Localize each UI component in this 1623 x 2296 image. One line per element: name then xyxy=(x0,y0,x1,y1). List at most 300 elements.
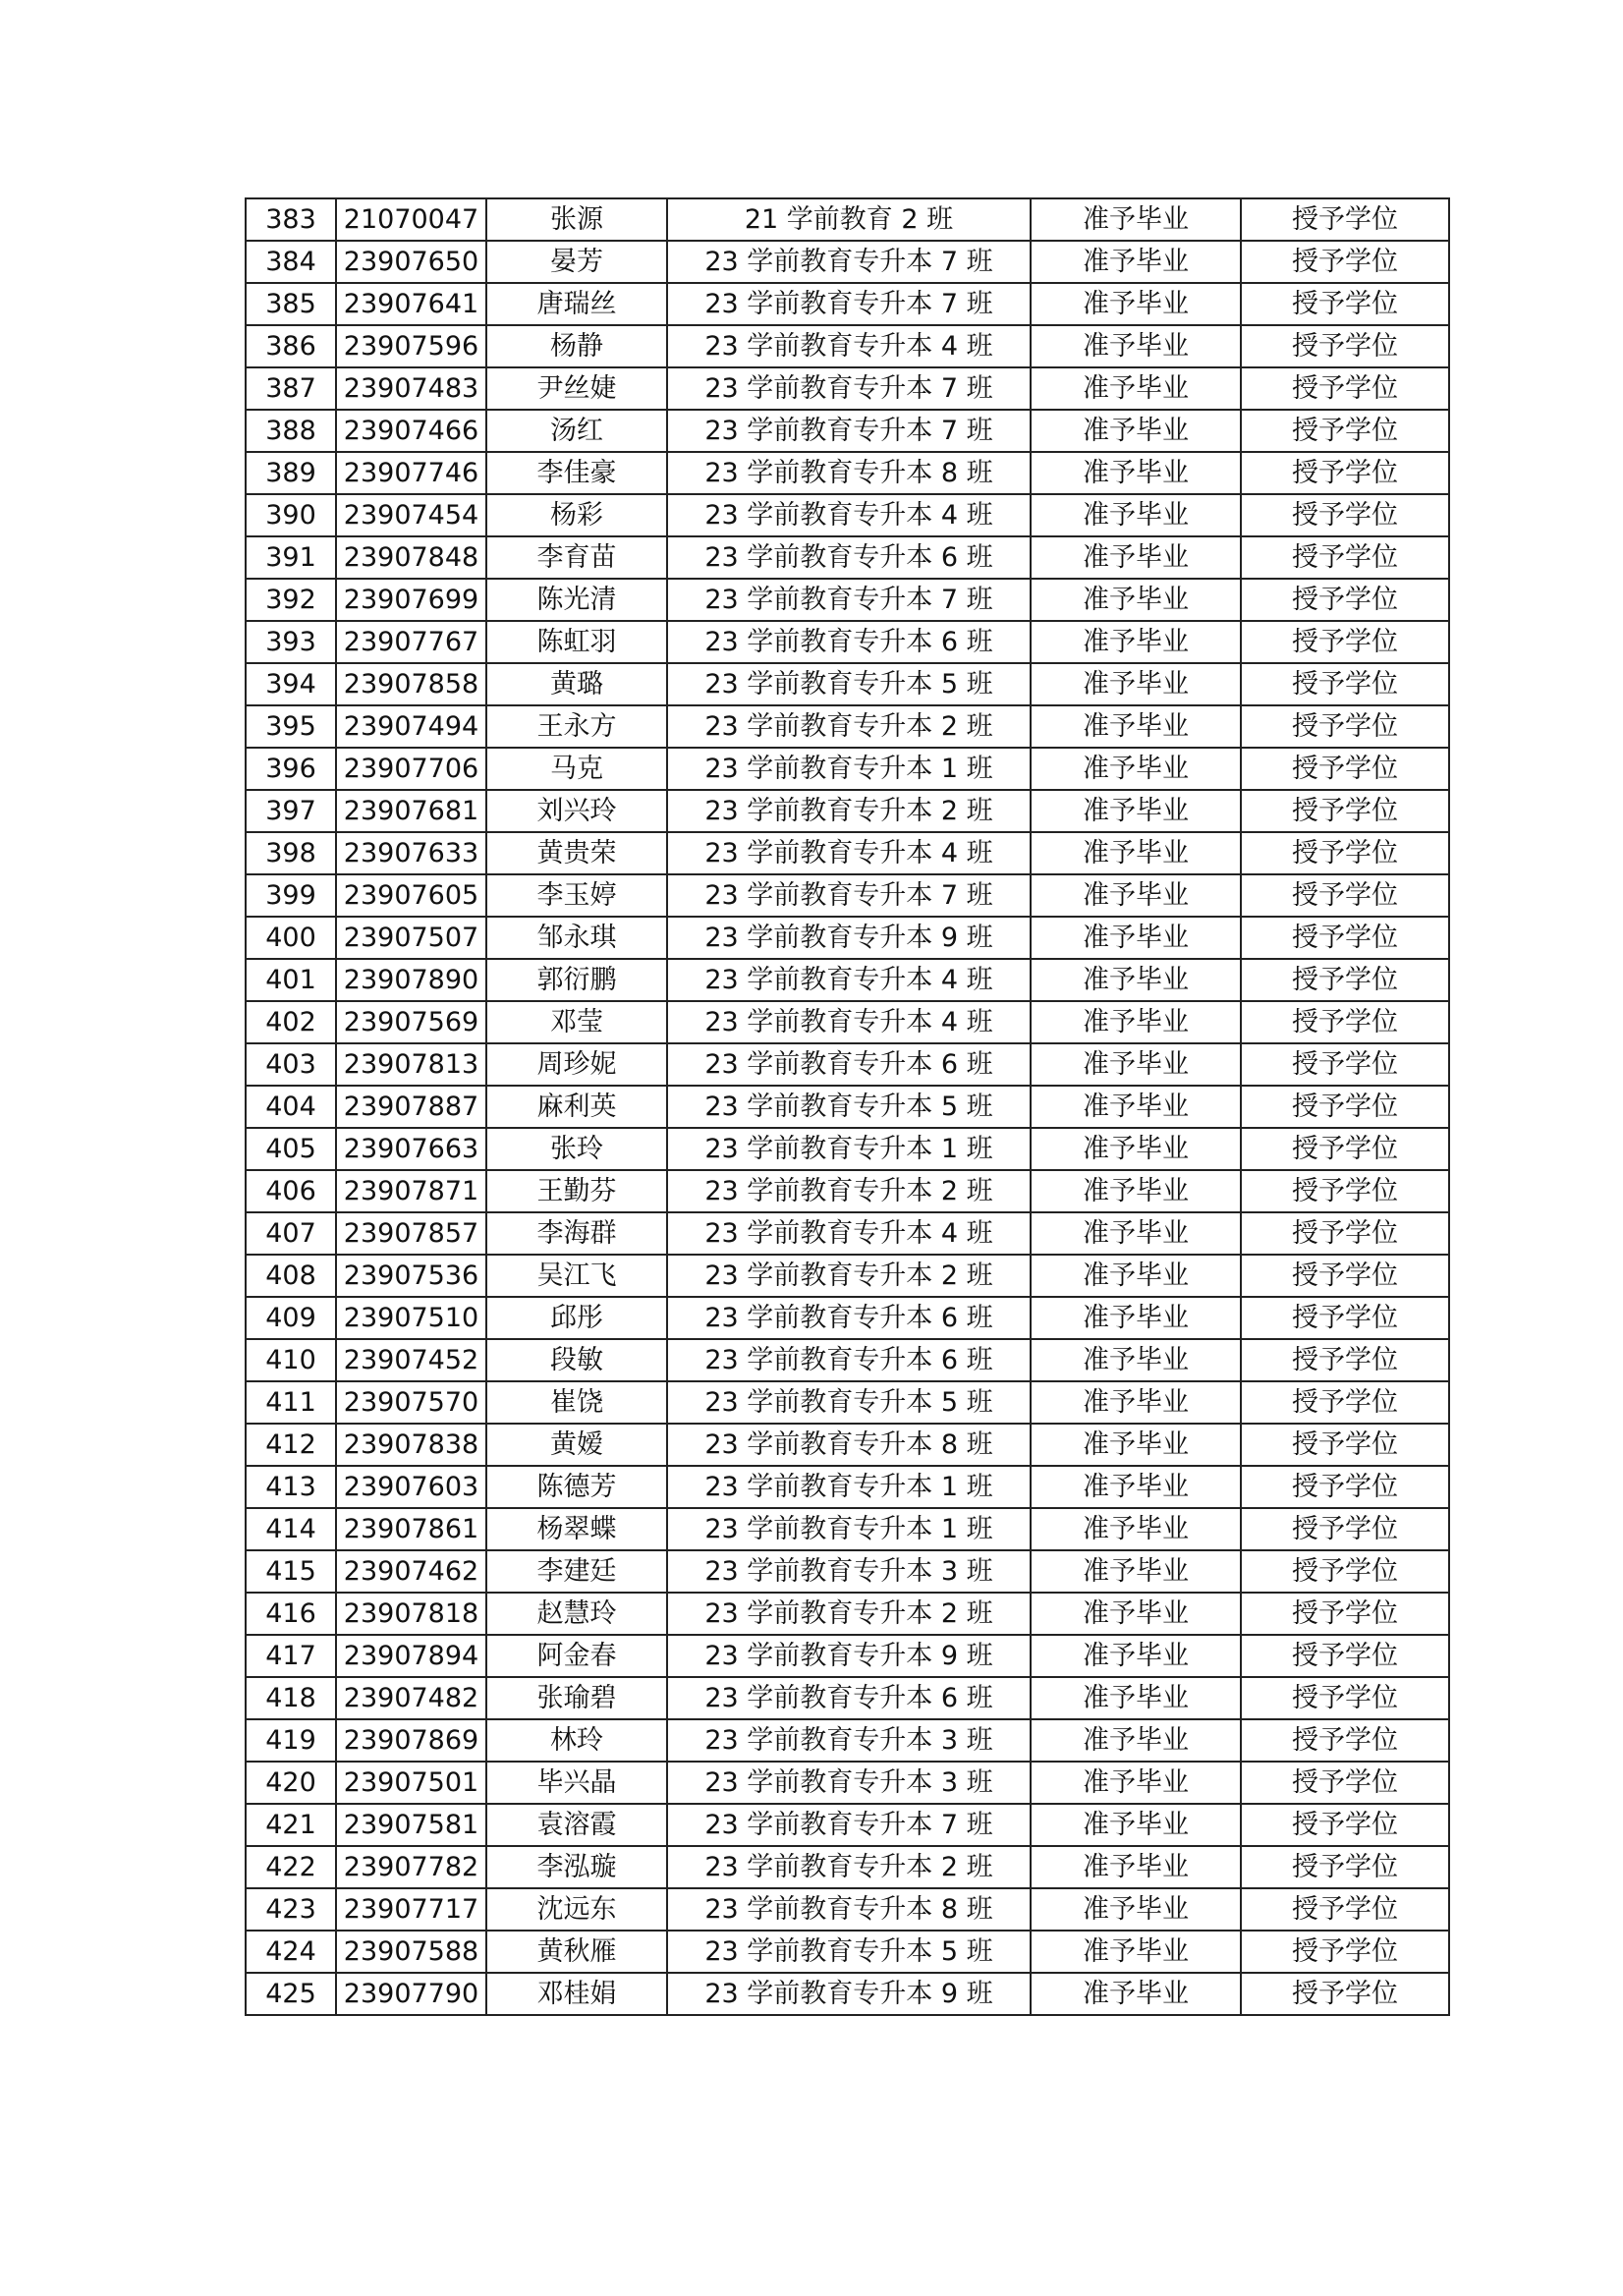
student-id-cell: 23907605 xyxy=(336,874,486,917)
class-name-cell: 23 学前教育专升本 5 班 xyxy=(667,1086,1031,1128)
row-number-cell: 419 xyxy=(246,1719,336,1762)
row-number-cell: 407 xyxy=(246,1212,336,1255)
student-id-cell: 23907569 xyxy=(336,1001,486,1043)
class-name-cell: 23 学前教育专升本 6 班 xyxy=(667,1339,1031,1381)
student-name-cell: 麻利英 xyxy=(486,1086,667,1128)
graduation-status-cell: 准予毕业 xyxy=(1031,1339,1241,1381)
student-id-cell: 23907861 xyxy=(336,1508,486,1550)
table-row xyxy=(246,1931,1449,1973)
student-id-cell: 23907871 xyxy=(336,1170,486,1212)
student-name-cell: 陈德芳 xyxy=(486,1466,667,1508)
table-row xyxy=(246,917,1449,959)
roster-body xyxy=(246,198,1449,2015)
class-name-cell: 23 学前教育专升本 1 班 xyxy=(667,1466,1031,1508)
row-number-cell: 425 xyxy=(246,1973,336,2015)
class-name-cell: 23 学前教育专升本 6 班 xyxy=(667,1043,1031,1086)
class-name-cell: 23 学前教育专升本 5 班 xyxy=(667,1381,1031,1424)
student-id-cell: 23907782 xyxy=(336,1846,486,1888)
student-id-cell: 23907510 xyxy=(336,1297,486,1339)
student-id-cell: 23907588 xyxy=(336,1931,486,1973)
degree-status-cell: 授予学位 xyxy=(1241,325,1449,367)
student-name-cell: 崔饶 xyxy=(486,1381,667,1424)
table-row xyxy=(246,1635,1449,1677)
table-row xyxy=(246,367,1449,410)
row-number-cell: 401 xyxy=(246,959,336,1001)
table-row xyxy=(246,621,1449,663)
class-name-cell: 23 学前教育专升本 7 班 xyxy=(667,1804,1031,1846)
class-name-cell: 23 学前教育专升本 2 班 xyxy=(667,1593,1031,1635)
student-name-cell: 唐瑞丝 xyxy=(486,283,667,325)
row-number-cell: 384 xyxy=(246,241,336,283)
class-name-cell: 23 学前教育专升本 1 班 xyxy=(667,748,1031,790)
row-number-cell: 422 xyxy=(246,1846,336,1888)
class-name-cell: 23 学前教育专升本 3 班 xyxy=(667,1762,1031,1804)
graduation-status-cell: 准予毕业 xyxy=(1031,1550,1241,1593)
class-name-cell: 21 学前教育 2 班 xyxy=(667,198,1031,241)
row-number-cell: 413 xyxy=(246,1466,336,1508)
student-name-cell: 王永方 xyxy=(486,705,667,748)
class-name-cell: 23 学前教育专升本 6 班 xyxy=(667,536,1031,579)
degree-status-cell: 授予学位 xyxy=(1241,1719,1449,1762)
graduation-status-cell: 准予毕业 xyxy=(1031,1677,1241,1719)
table-row xyxy=(246,579,1449,621)
row-number-cell: 420 xyxy=(246,1762,336,1804)
row-number-cell: 412 xyxy=(246,1424,336,1466)
class-name-cell: 23 学前教育专升本 4 班 xyxy=(667,1212,1031,1255)
student-name-cell: 王勤芬 xyxy=(486,1170,667,1212)
graduation-status-cell: 准予毕业 xyxy=(1031,1381,1241,1424)
degree-status-cell: 授予学位 xyxy=(1241,1466,1449,1508)
graduation-status-cell: 准予毕业 xyxy=(1031,367,1241,410)
student-id-cell: 23907454 xyxy=(336,494,486,536)
table-row xyxy=(246,1381,1449,1424)
table-row xyxy=(246,832,1449,874)
student-name-cell: 张玲 xyxy=(486,1128,667,1170)
graduation-status-cell: 准予毕业 xyxy=(1031,579,1241,621)
table-row xyxy=(246,536,1449,579)
table-row xyxy=(246,874,1449,917)
row-number-cell: 417 xyxy=(246,1635,336,1677)
graduation-roster-table xyxy=(245,197,1450,2016)
graduation-status-cell: 准予毕业 xyxy=(1031,325,1241,367)
student-name-cell: 李建廷 xyxy=(486,1550,667,1593)
student-name-cell: 邓莹 xyxy=(486,1001,667,1043)
student-id-cell: 23907536 xyxy=(336,1255,486,1297)
student-name-cell: 李育苗 xyxy=(486,536,667,579)
row-number-cell: 398 xyxy=(246,832,336,874)
class-name-cell: 23 学前教育专升本 7 班 xyxy=(667,874,1031,917)
student-name-cell: 张源 xyxy=(486,198,667,241)
table-row xyxy=(246,748,1449,790)
table-row xyxy=(246,1255,1449,1297)
class-name-cell: 23 学前教育专升本 5 班 xyxy=(667,663,1031,705)
table-row xyxy=(246,1086,1449,1128)
graduation-status-cell: 准予毕业 xyxy=(1031,1086,1241,1128)
table-row xyxy=(246,283,1449,325)
class-name-cell: 23 学前教育专升本 7 班 xyxy=(667,410,1031,452)
row-number-cell: 408 xyxy=(246,1255,336,1297)
degree-status-cell: 授予学位 xyxy=(1241,1086,1449,1128)
class-name-cell: 23 学前教育专升本 7 班 xyxy=(667,283,1031,325)
student-name-cell: 晏芳 xyxy=(486,241,667,283)
graduation-status-cell: 准予毕业 xyxy=(1031,832,1241,874)
table-row xyxy=(246,1170,1449,1212)
student-id-cell: 23907813 xyxy=(336,1043,486,1086)
graduation-status-cell: 准予毕业 xyxy=(1031,536,1241,579)
class-name-cell: 23 学前教育专升本 2 班 xyxy=(667,1846,1031,1888)
row-number-cell: 383 xyxy=(246,198,336,241)
row-number-cell: 399 xyxy=(246,874,336,917)
class-name-cell: 23 学前教育专升本 4 班 xyxy=(667,959,1031,1001)
student-name-cell: 陈光清 xyxy=(486,579,667,621)
degree-status-cell: 授予学位 xyxy=(1241,1001,1449,1043)
student-name-cell: 杨翠蝶 xyxy=(486,1508,667,1550)
degree-status-cell: 授予学位 xyxy=(1241,1043,1449,1086)
graduation-status-cell: 准予毕业 xyxy=(1031,1973,1241,2015)
degree-status-cell: 授予学位 xyxy=(1241,1212,1449,1255)
row-number-cell: 393 xyxy=(246,621,336,663)
graduation-status-cell: 准予毕业 xyxy=(1031,1001,1241,1043)
student-id-cell: 23907452 xyxy=(336,1339,486,1381)
table-row xyxy=(246,241,1449,283)
student-name-cell: 汤红 xyxy=(486,410,667,452)
table-row xyxy=(246,1128,1449,1170)
student-name-cell: 陈虹羽 xyxy=(486,621,667,663)
student-name-cell: 黄贵荣 xyxy=(486,832,667,874)
degree-status-cell: 授予学位 xyxy=(1241,874,1449,917)
student-id-cell: 23907462 xyxy=(336,1550,486,1593)
table-row xyxy=(246,325,1449,367)
class-name-cell: 23 学前教育专升本 8 班 xyxy=(667,452,1031,494)
class-name-cell: 23 学前教育专升本 1 班 xyxy=(667,1508,1031,1550)
degree-status-cell: 授予学位 xyxy=(1241,1762,1449,1804)
graduation-status-cell: 准予毕业 xyxy=(1031,663,1241,705)
student-id-cell: 21070047 xyxy=(336,198,486,241)
student-name-cell: 李泓璇 xyxy=(486,1846,667,1888)
student-id-cell: 23907641 xyxy=(336,283,486,325)
student-id-cell: 23907894 xyxy=(336,1635,486,1677)
degree-status-cell: 授予学位 xyxy=(1241,452,1449,494)
student-id-cell: 23907887 xyxy=(336,1086,486,1128)
degree-status-cell: 授予学位 xyxy=(1241,1297,1449,1339)
row-number-cell: 389 xyxy=(246,452,336,494)
student-name-cell: 邹永琪 xyxy=(486,917,667,959)
student-name-cell: 李海群 xyxy=(486,1212,667,1255)
student-id-cell: 23907501 xyxy=(336,1762,486,1804)
class-name-cell: 23 学前教育专升本 8 班 xyxy=(667,1424,1031,1466)
graduation-status-cell: 准予毕业 xyxy=(1031,1888,1241,1931)
table-row xyxy=(246,1550,1449,1593)
table-row xyxy=(246,1762,1449,1804)
student-name-cell: 邓桂娟 xyxy=(486,1973,667,2015)
student-name-cell: 刘兴玲 xyxy=(486,790,667,832)
student-id-cell: 23907848 xyxy=(336,536,486,579)
degree-status-cell: 授予学位 xyxy=(1241,410,1449,452)
class-name-cell: 23 学前教育专升本 9 班 xyxy=(667,917,1031,959)
class-name-cell: 23 学前教育专升本 7 班 xyxy=(667,241,1031,283)
graduation-status-cell: 准予毕业 xyxy=(1031,1593,1241,1635)
class-name-cell: 23 学前教育专升本 9 班 xyxy=(667,1973,1031,2015)
row-number-cell: 396 xyxy=(246,748,336,790)
graduation-status-cell: 准予毕业 xyxy=(1031,1424,1241,1466)
row-number-cell: 415 xyxy=(246,1550,336,1593)
row-number-cell: 386 xyxy=(246,325,336,367)
table-row xyxy=(246,1804,1449,1846)
class-name-cell: 23 学前教育专升本 2 班 xyxy=(667,790,1031,832)
class-name-cell: 23 学前教育专升本 5 班 xyxy=(667,1931,1031,1973)
graduation-status-cell: 准予毕业 xyxy=(1031,748,1241,790)
row-number-cell: 388 xyxy=(246,410,336,452)
row-number-cell: 402 xyxy=(246,1001,336,1043)
table-row xyxy=(246,1339,1449,1381)
degree-status-cell: 授予学位 xyxy=(1241,790,1449,832)
graduation-status-cell: 准予毕业 xyxy=(1031,1931,1241,1973)
table-row xyxy=(246,663,1449,705)
class-name-cell: 23 学前教育专升本 3 班 xyxy=(667,1719,1031,1762)
student-id-cell: 23907507 xyxy=(336,917,486,959)
student-name-cell: 李玉婷 xyxy=(486,874,667,917)
row-number-cell: 403 xyxy=(246,1043,336,1086)
student-name-cell: 张瑜碧 xyxy=(486,1677,667,1719)
student-id-cell: 23907890 xyxy=(336,959,486,1001)
student-id-cell: 23907570 xyxy=(336,1381,486,1424)
row-number-cell: 416 xyxy=(246,1593,336,1635)
degree-status-cell: 授予学位 xyxy=(1241,1593,1449,1635)
class-name-cell: 23 学前教育专升本 6 班 xyxy=(667,1297,1031,1339)
row-number-cell: 405 xyxy=(246,1128,336,1170)
degree-status-cell: 授予学位 xyxy=(1241,832,1449,874)
degree-status-cell: 授予学位 xyxy=(1241,1170,1449,1212)
degree-status-cell: 授予学位 xyxy=(1241,1888,1449,1931)
graduation-status-cell: 准予毕业 xyxy=(1031,1466,1241,1508)
class-name-cell: 23 学前教育专升本 4 班 xyxy=(667,325,1031,367)
student-id-cell: 23907581 xyxy=(336,1804,486,1846)
table-row xyxy=(246,1888,1449,1931)
row-number-cell: 411 xyxy=(246,1381,336,1424)
degree-status-cell: 授予学位 xyxy=(1241,241,1449,283)
graduation-status-cell: 准予毕业 xyxy=(1031,1297,1241,1339)
degree-status-cell: 授予学位 xyxy=(1241,748,1449,790)
degree-status-cell: 授予学位 xyxy=(1241,536,1449,579)
graduation-status-cell: 准予毕业 xyxy=(1031,621,1241,663)
graduation-status-cell: 准予毕业 xyxy=(1031,1170,1241,1212)
degree-status-cell: 授予学位 xyxy=(1241,283,1449,325)
graduation-status-cell: 准予毕业 xyxy=(1031,410,1241,452)
student-name-cell: 杨静 xyxy=(486,325,667,367)
student-id-cell: 23907767 xyxy=(336,621,486,663)
student-id-cell: 23907790 xyxy=(336,1973,486,2015)
row-number-cell: 418 xyxy=(246,1677,336,1719)
table-row xyxy=(246,1593,1449,1635)
student-id-cell: 23907596 xyxy=(336,325,486,367)
degree-status-cell: 授予学位 xyxy=(1241,1846,1449,1888)
class-name-cell: 23 学前教育专升本 6 班 xyxy=(667,1677,1031,1719)
student-id-cell: 23907717 xyxy=(336,1888,486,1931)
table-row xyxy=(246,1846,1449,1888)
degree-status-cell: 授予学位 xyxy=(1241,1635,1449,1677)
student-id-cell: 23907858 xyxy=(336,663,486,705)
student-id-cell: 23907633 xyxy=(336,832,486,874)
row-number-cell: 424 xyxy=(246,1931,336,1973)
row-number-cell: 414 xyxy=(246,1508,336,1550)
graduation-status-cell: 准予毕业 xyxy=(1031,705,1241,748)
student-id-cell: 23907466 xyxy=(336,410,486,452)
table-row xyxy=(246,705,1449,748)
graduation-status-cell: 准予毕业 xyxy=(1031,241,1241,283)
class-name-cell: 23 学前教育专升本 7 班 xyxy=(667,367,1031,410)
student-name-cell: 郭衍鹏 xyxy=(486,959,667,1001)
degree-status-cell: 授予学位 xyxy=(1241,1804,1449,1846)
class-name-cell: 23 学前教育专升本 3 班 xyxy=(667,1550,1031,1593)
graduation-status-cell: 准予毕业 xyxy=(1031,1762,1241,1804)
graduation-status-cell: 准予毕业 xyxy=(1031,1508,1241,1550)
student-id-cell: 23907857 xyxy=(336,1212,486,1255)
row-number-cell: 391 xyxy=(246,536,336,579)
student-name-cell: 黄秋雁 xyxy=(486,1931,667,1973)
class-name-cell: 23 学前教育专升本 2 班 xyxy=(667,1170,1031,1212)
degree-status-cell: 授予学位 xyxy=(1241,579,1449,621)
degree-status-cell: 授予学位 xyxy=(1241,959,1449,1001)
graduation-status-cell: 准予毕业 xyxy=(1031,1719,1241,1762)
student-name-cell: 李佳豪 xyxy=(486,452,667,494)
row-number-cell: 406 xyxy=(246,1170,336,1212)
row-number-cell: 390 xyxy=(246,494,336,536)
student-id-cell: 23907650 xyxy=(336,241,486,283)
table-row xyxy=(246,790,1449,832)
row-number-cell: 397 xyxy=(246,790,336,832)
degree-status-cell: 授予学位 xyxy=(1241,367,1449,410)
row-number-cell: 394 xyxy=(246,663,336,705)
degree-status-cell: 授予学位 xyxy=(1241,1508,1449,1550)
table-row xyxy=(246,1001,1449,1043)
class-name-cell: 23 学前教育专升本 4 班 xyxy=(667,494,1031,536)
student-name-cell: 周珍妮 xyxy=(486,1043,667,1086)
student-id-cell: 23907746 xyxy=(336,452,486,494)
student-id-cell: 23907482 xyxy=(336,1677,486,1719)
graduation-status-cell: 准予毕业 xyxy=(1031,959,1241,1001)
graduation-status-cell: 准予毕业 xyxy=(1031,1635,1241,1677)
graduation-status-cell: 准予毕业 xyxy=(1031,1255,1241,1297)
row-number-cell: 387 xyxy=(246,367,336,410)
class-name-cell: 23 学前教育专升本 9 班 xyxy=(667,1635,1031,1677)
table-row xyxy=(246,1466,1449,1508)
degree-status-cell: 授予学位 xyxy=(1241,1550,1449,1593)
table-row xyxy=(246,1212,1449,1255)
class-name-cell: 23 学前教育专升本 8 班 xyxy=(667,1888,1031,1931)
row-number-cell: 392 xyxy=(246,579,336,621)
row-number-cell: 423 xyxy=(246,1888,336,1931)
graduation-status-cell: 准予毕业 xyxy=(1031,494,1241,536)
student-name-cell: 林玲 xyxy=(486,1719,667,1762)
table-row xyxy=(246,1424,1449,1466)
row-number-cell: 404 xyxy=(246,1086,336,1128)
row-number-cell: 385 xyxy=(246,283,336,325)
degree-status-cell: 授予学位 xyxy=(1241,663,1449,705)
student-name-cell: 杨彩 xyxy=(486,494,667,536)
degree-status-cell: 授予学位 xyxy=(1241,1973,1449,2015)
student-id-cell: 23907663 xyxy=(336,1128,486,1170)
student-id-cell: 23907838 xyxy=(336,1424,486,1466)
degree-status-cell: 授予学位 xyxy=(1241,917,1449,959)
graduation-status-cell: 准予毕业 xyxy=(1031,1128,1241,1170)
student-name-cell: 袁溶霞 xyxy=(486,1804,667,1846)
table-row xyxy=(246,494,1449,536)
student-name-cell: 阿金春 xyxy=(486,1635,667,1677)
degree-status-cell: 授予学位 xyxy=(1241,1381,1449,1424)
table-row xyxy=(246,1677,1449,1719)
degree-status-cell: 授予学位 xyxy=(1241,1255,1449,1297)
table-row xyxy=(246,410,1449,452)
table-row xyxy=(246,1297,1449,1339)
degree-status-cell: 授予学位 xyxy=(1241,621,1449,663)
table-row xyxy=(246,1973,1449,2015)
graduation-status-cell: 准予毕业 xyxy=(1031,1212,1241,1255)
student-id-cell: 23907699 xyxy=(336,579,486,621)
student-name-cell: 邱彤 xyxy=(486,1297,667,1339)
graduation-status-cell: 准予毕业 xyxy=(1031,874,1241,917)
student-name-cell: 赵慧玲 xyxy=(486,1593,667,1635)
class-name-cell: 23 学前教育专升本 2 班 xyxy=(667,1255,1031,1297)
student-id-cell: 23907494 xyxy=(336,705,486,748)
graduation-status-cell: 准予毕业 xyxy=(1031,917,1241,959)
student-id-cell: 23907869 xyxy=(336,1719,486,1762)
graduation-status-cell: 准予毕业 xyxy=(1031,790,1241,832)
degree-status-cell: 授予学位 xyxy=(1241,198,1449,241)
degree-status-cell: 授予学位 xyxy=(1241,1424,1449,1466)
class-name-cell: 23 学前教育专升本 4 班 xyxy=(667,1001,1031,1043)
row-number-cell: 409 xyxy=(246,1297,336,1339)
table-row xyxy=(246,1719,1449,1762)
graduation-status-cell: 准予毕业 xyxy=(1031,452,1241,494)
class-name-cell: 23 学前教育专升本 2 班 xyxy=(667,705,1031,748)
student-name-cell: 黄璐 xyxy=(486,663,667,705)
student-id-cell: 23907603 xyxy=(336,1466,486,1508)
graduation-status-cell: 准予毕业 xyxy=(1031,1043,1241,1086)
student-name-cell: 段敏 xyxy=(486,1339,667,1381)
table-row xyxy=(246,198,1449,241)
student-name-cell: 沈远东 xyxy=(486,1888,667,1931)
graduation-status-cell: 准予毕业 xyxy=(1031,198,1241,241)
row-number-cell: 410 xyxy=(246,1339,336,1381)
degree-status-cell: 授予学位 xyxy=(1241,705,1449,748)
row-number-cell: 421 xyxy=(246,1804,336,1846)
student-id-cell: 23907681 xyxy=(336,790,486,832)
class-name-cell: 23 学前教育专升本 6 班 xyxy=(667,621,1031,663)
class-name-cell: 23 学前教育专升本 1 班 xyxy=(667,1128,1031,1170)
table-row xyxy=(246,1508,1449,1550)
student-name-cell: 黄嫒 xyxy=(486,1424,667,1466)
student-name-cell: 尹丝婕 xyxy=(486,367,667,410)
student-name-cell: 毕兴晶 xyxy=(486,1762,667,1804)
degree-status-cell: 授予学位 xyxy=(1241,1339,1449,1381)
class-name-cell: 23 学前教育专升本 7 班 xyxy=(667,579,1031,621)
class-name-cell: 23 学前教育专升本 4 班 xyxy=(667,832,1031,874)
student-id-cell: 23907706 xyxy=(336,748,486,790)
degree-status-cell: 授予学位 xyxy=(1241,1931,1449,1973)
degree-status-cell: 授予学位 xyxy=(1241,1128,1449,1170)
table-row xyxy=(246,1043,1449,1086)
degree-status-cell: 授予学位 xyxy=(1241,1677,1449,1719)
graduation-status-cell: 准予毕业 xyxy=(1031,1804,1241,1846)
student-name-cell: 吴江飞 xyxy=(486,1255,667,1297)
graduation-status-cell: 准予毕业 xyxy=(1031,1846,1241,1888)
student-id-cell: 23907483 xyxy=(336,367,486,410)
row-number-cell: 395 xyxy=(246,705,336,748)
table-row xyxy=(246,959,1449,1001)
table-row xyxy=(246,452,1449,494)
student-id-cell: 23907818 xyxy=(336,1593,486,1635)
graduation-status-cell: 准予毕业 xyxy=(1031,283,1241,325)
